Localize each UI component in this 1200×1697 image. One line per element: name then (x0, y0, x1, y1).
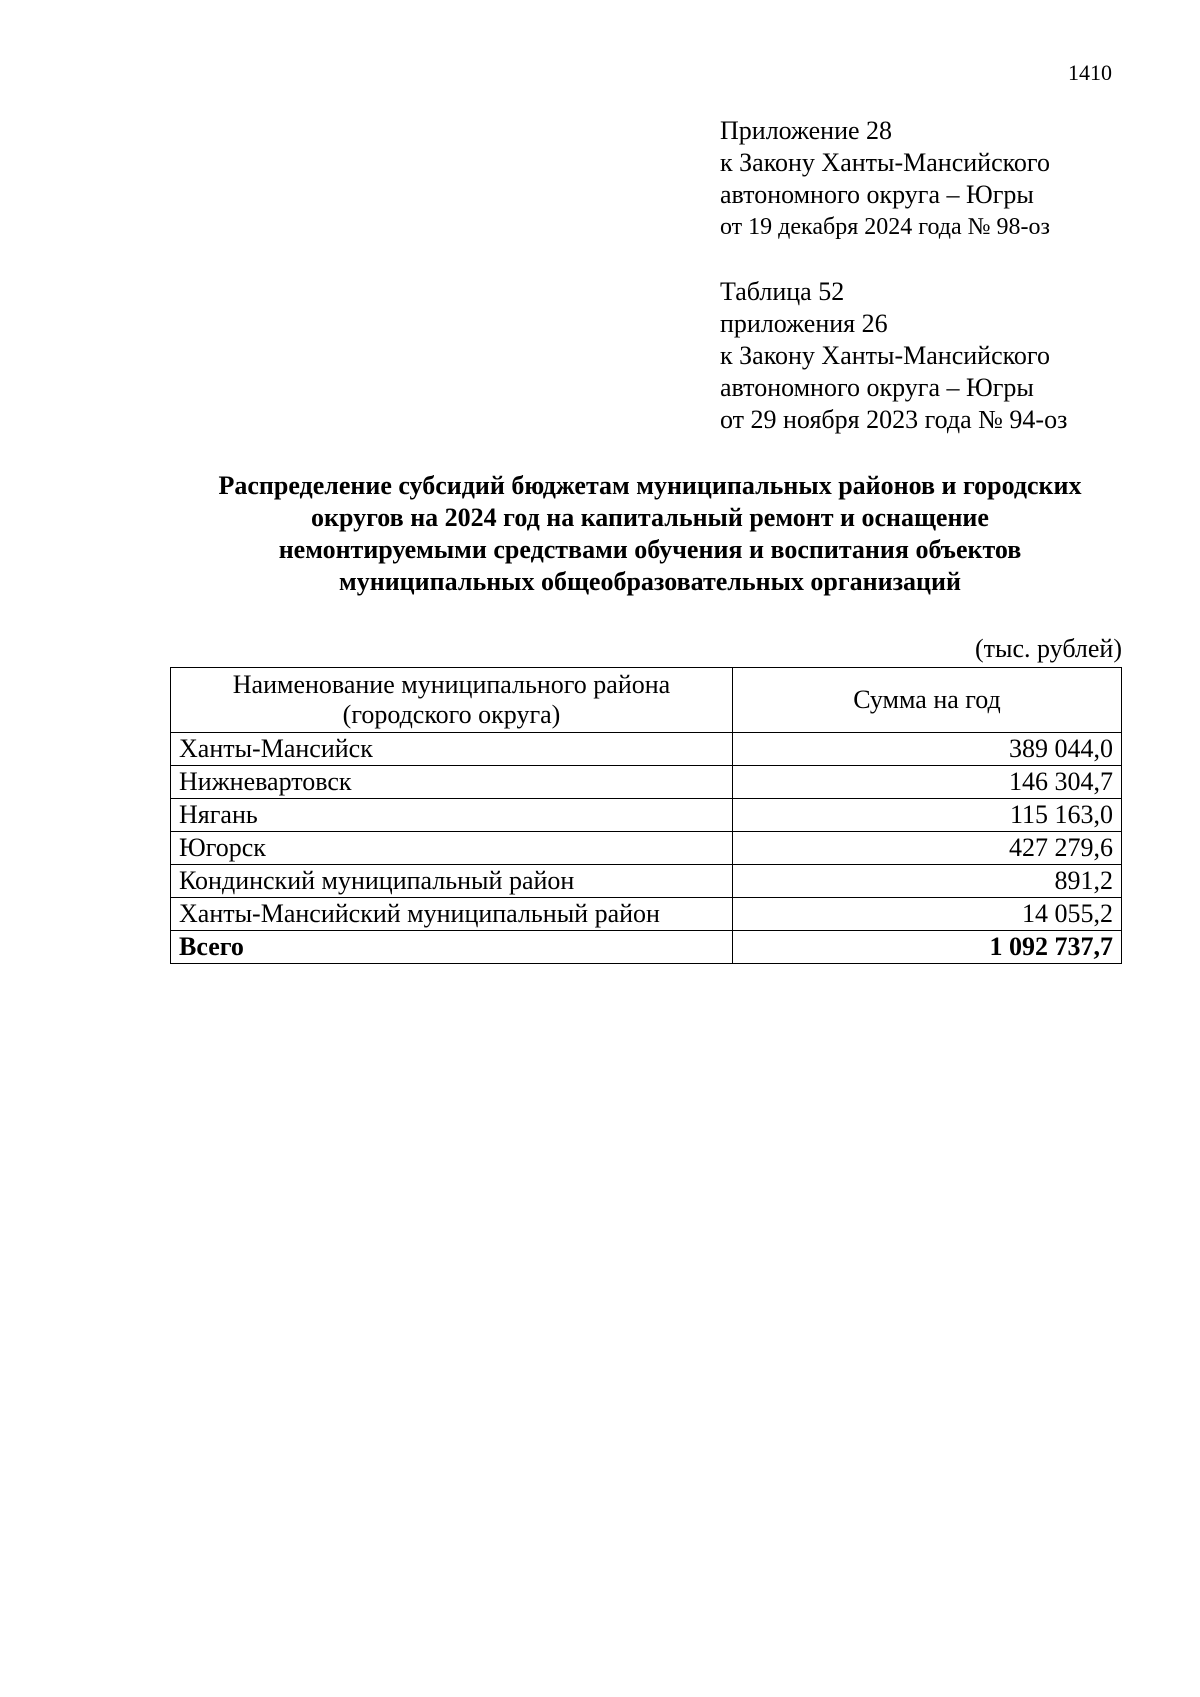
annex-reference (720, 115, 1150, 243)
row-name: Нижневартовск (171, 766, 733, 799)
title-line: муниципальных общеобразовательных организаций (339, 567, 961, 596)
row-name: Нягань (171, 799, 733, 832)
header-name-line1: Наименование муниципального района (232, 670, 671, 699)
total-label: Всего (171, 931, 733, 964)
title-line: Распределение субсидий бюджетам муниципальных районов и городских (218, 471, 1082, 500)
row-name: Югорск (171, 832, 733, 865)
row-amount: 389 044,0 (733, 733, 1122, 766)
title-line: округов на 2024 год на капитальный ремонт и оснащение (311, 503, 989, 532)
table-reference (720, 276, 1150, 436)
page-number: 1410 (1068, 60, 1112, 85)
subsidy-distribution-table (170, 667, 1122, 964)
annex-line: к Закону Ханты-Мансийского (720, 148, 1050, 177)
document-title (120, 470, 1180, 598)
table-row (171, 799, 1122, 832)
table-ref-line: Таблица 52 (720, 277, 845, 306)
table-row (171, 733, 1122, 766)
table-row (171, 832, 1122, 865)
header-name (171, 668, 733, 733)
row-name: Кондинский муниципальный район (171, 865, 733, 898)
header-amount: Сумма на год (733, 668, 1122, 733)
table-ref-line: автономного округа – Югры (720, 373, 1034, 402)
row-amount: 14 055,2 (733, 898, 1122, 931)
annex-line: автономного округа – Югры (720, 180, 1034, 209)
row-amount: 891,2 (733, 865, 1122, 898)
table-ref-line: приложения 26 (720, 309, 888, 338)
table-row (171, 898, 1122, 931)
row-name: Ханты-Мансийский муниципальный район (171, 898, 733, 931)
header-name-line2: (городского округа) (342, 700, 561, 729)
annex-line: Приложение 28 (720, 116, 893, 145)
row-amount: 146 304,7 (733, 766, 1122, 799)
table-total-row (171, 931, 1122, 964)
table-ref-line: к Закону Ханты-Мансийского (720, 341, 1050, 370)
table-ref-line: от 29 ноября 2023 года № 94-оз (720, 405, 1068, 434)
row-amount: 427 279,6 (733, 832, 1122, 865)
table-row (171, 766, 1122, 799)
title-line: немонтируемыми средствами обучения и воспитания объектов (278, 535, 1022, 564)
table-header-row (171, 668, 1122, 733)
row-amount: 115 163,0 (733, 799, 1122, 832)
total-amount: 1 092 737,7 (733, 931, 1122, 964)
annex-line: от 19 декабря 2024 года № 98-оз (720, 214, 1051, 240)
table-row (171, 865, 1122, 898)
row-name: Ханты-Мансийск (171, 733, 733, 766)
units-label: (тыс. рублей) (974, 634, 1122, 663)
